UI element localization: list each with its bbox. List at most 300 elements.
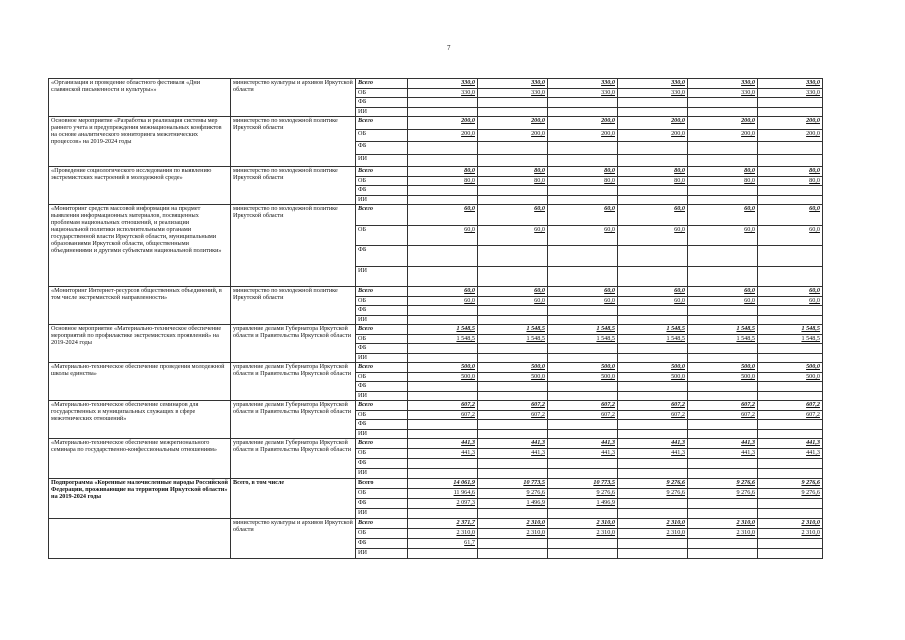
amount-cell: [408, 154, 478, 167]
amount-cell: [688, 469, 758, 479]
funding-source-cell: ОБ: [356, 88, 408, 98]
amount-cell: [548, 509, 618, 519]
amount-cell: 607,2: [758, 410, 823, 420]
amount-cell: 80,0: [758, 176, 823, 186]
amount-cell: 2 310,0: [758, 529, 823, 539]
amount-cell: 11 964,6: [408, 489, 478, 499]
amount-cell: 200,0: [688, 129, 758, 142]
funding-source-cell: ОБ: [356, 296, 408, 306]
amount-cell: 607,2: [408, 401, 478, 411]
amount-cell: 1 548,5: [618, 334, 688, 344]
executor-cell: управление делами Губернатора Иркутской области и Правительства Иркутской области: [231, 363, 356, 401]
funding-source-cell: ИИ: [356, 154, 408, 167]
amount-cell: 9 276,6: [688, 489, 758, 499]
amount-cell: 80,0: [548, 167, 618, 177]
amount-cell: [478, 382, 548, 392]
amount-cell: 500,0: [478, 372, 548, 382]
amount-cell: 2 310,0: [618, 519, 688, 529]
amount-cell: 330,0: [408, 88, 478, 98]
funding-source-cell: ОБ: [356, 529, 408, 539]
amount-cell: 60,0: [548, 225, 618, 246]
amount-cell: [408, 353, 478, 363]
table-row: [49, 519, 823, 529]
executor-cell: министерство по молодежной политике Иркутской области: [231, 167, 356, 205]
amount-cell: 80,0: [618, 167, 688, 177]
page-number: 7: [447, 44, 451, 52]
table-row: [49, 117, 823, 130]
amount-cell: 500,0: [478, 363, 548, 373]
amount-cell: [618, 306, 688, 316]
amount-cell: [478, 266, 548, 287]
amount-cell: 1 548,5: [548, 334, 618, 344]
amount-cell: [618, 353, 688, 363]
amount-cell: 330,0: [618, 79, 688, 89]
amount-cell: [758, 195, 823, 205]
amount-cell: [688, 306, 758, 316]
amount-cell: [408, 469, 478, 479]
amount-cell: 1 548,5: [618, 325, 688, 335]
activity-name-cell: Основное мероприятие «Материально-техническое обеспечение мероприятий по профилактике экстремистских проявлений» на 2019-2024 годы: [49, 325, 231, 363]
amount-cell: [408, 107, 478, 117]
amount-cell: 441,3: [478, 449, 548, 459]
amount-cell: 2 310,0: [548, 519, 618, 529]
amount-cell: 441,3: [758, 449, 823, 459]
amount-cell: 60,0: [408, 287, 478, 297]
amount-cell: 500,0: [688, 363, 758, 373]
amount-cell: 441,3: [478, 439, 548, 449]
amount-cell: 60,0: [758, 225, 823, 246]
amount-cell: [618, 195, 688, 205]
funding-source-cell: Всего: [356, 167, 408, 177]
amount-cell: 10 773,5: [478, 479, 548, 489]
amount-cell: 2 310,0: [478, 519, 548, 529]
amount-cell: [408, 306, 478, 316]
executor-cell: министерство по молодежной политике Иркутской области: [231, 205, 356, 287]
amount-cell: 441,3: [548, 439, 618, 449]
amount-cell: [478, 353, 548, 363]
amount-cell: 607,2: [548, 410, 618, 420]
activity-name-cell: [49, 519, 231, 559]
amount-cell: [478, 142, 548, 155]
amount-cell: [478, 429, 548, 439]
amount-cell: 441,3: [758, 439, 823, 449]
amount-cell: [548, 142, 618, 155]
table-row: [49, 79, 823, 89]
amount-cell: 14 061,9: [408, 479, 478, 489]
amount-cell: 330,0: [478, 88, 548, 98]
amount-cell: 1 548,5: [478, 334, 548, 344]
amount-cell: 60,0: [688, 205, 758, 226]
funding-source-cell: Всего: [356, 519, 408, 529]
amount-cell: [408, 98, 478, 108]
amount-cell: 500,0: [618, 363, 688, 373]
funding-source-cell: ФБ: [356, 186, 408, 196]
funding-source-cell: Всего: [356, 363, 408, 373]
amount-cell: [548, 154, 618, 167]
amount-cell: [618, 539, 688, 549]
amount-cell: [688, 420, 758, 430]
amount-cell: [408, 382, 478, 392]
amount-cell: 330,0: [618, 88, 688, 98]
amount-cell: [758, 344, 823, 354]
amount-cell: 607,2: [688, 401, 758, 411]
amount-cell: [758, 306, 823, 316]
activity-name-cell: «Материально-техническое обеспечение проведения молодежной школы единства»: [49, 363, 231, 401]
amount-cell: 80,0: [478, 167, 548, 177]
amount-cell: 60,0: [618, 296, 688, 306]
amount-cell: 441,3: [688, 439, 758, 449]
amount-cell: 60,0: [548, 287, 618, 297]
amount-cell: [408, 315, 478, 325]
amount-cell: 200,0: [618, 117, 688, 130]
amount-cell: 200,0: [478, 129, 548, 142]
amount-cell: [758, 429, 823, 439]
amount-cell: [758, 382, 823, 392]
amount-cell: [758, 246, 823, 267]
amount-cell: 1 496,9: [548, 499, 618, 509]
funding-source-cell: ИИ: [356, 107, 408, 117]
amount-cell: 60,0: [478, 296, 548, 306]
funding-source-cell: ОБ: [356, 489, 408, 499]
funding-source-cell: ФБ: [356, 382, 408, 392]
amount-cell: 60,0: [688, 225, 758, 246]
amount-cell: [688, 154, 758, 167]
amount-cell: [548, 246, 618, 267]
amount-cell: [548, 549, 618, 559]
amount-cell: [758, 142, 823, 155]
amount-cell: 80,0: [688, 167, 758, 177]
amount-cell: [618, 391, 688, 401]
amount-cell: [548, 266, 618, 287]
funding-source-cell: ИИ: [356, 429, 408, 439]
amount-cell: [618, 429, 688, 439]
table-row: [49, 401, 823, 411]
amount-cell: 2 310,0: [758, 519, 823, 529]
amount-cell: [758, 549, 823, 559]
amount-cell: 500,0: [548, 363, 618, 373]
activity-name-cell: Основное мероприятие «Разработка и реализация системы мер раннего учета и предупреждения межнациональных конфликтов на основе аналитического мониторинга межэтнических процессов» на 2019-2024 годы: [49, 117, 231, 167]
amount-cell: 200,0: [478, 117, 548, 130]
amount-cell: 200,0: [548, 117, 618, 130]
funding-source-cell: ИИ: [356, 195, 408, 205]
executor-cell: министерство культуры и архивов Иркутской области: [231, 79, 356, 117]
amount-cell: [618, 266, 688, 287]
amount-cell: [478, 154, 548, 167]
amount-cell: [478, 420, 548, 430]
amount-cell: [688, 353, 758, 363]
funding-source-cell: ФБ: [356, 499, 408, 509]
amount-cell: 9 276,6: [758, 489, 823, 499]
amount-cell: 2 310,0: [618, 529, 688, 539]
amount-cell: [688, 509, 758, 519]
amount-cell: 1 548,5: [408, 334, 478, 344]
amount-cell: [688, 246, 758, 267]
amount-cell: [688, 315, 758, 325]
amount-cell: [408, 186, 478, 196]
executor-cell: министерство культуры и архивов Иркутской области: [231, 519, 356, 559]
amount-cell: 607,2: [688, 410, 758, 420]
amount-cell: 200,0: [548, 129, 618, 142]
amount-cell: 330,0: [758, 79, 823, 89]
amount-cell: [688, 195, 758, 205]
amount-cell: 607,2: [408, 410, 478, 420]
funding-source-cell: ФБ: [356, 142, 408, 155]
amount-cell: [618, 186, 688, 196]
amount-cell: 200,0: [408, 117, 478, 130]
amount-cell: 200,0: [688, 117, 758, 130]
amount-cell: 80,0: [548, 176, 618, 186]
amount-cell: [548, 195, 618, 205]
amount-cell: 330,0: [688, 88, 758, 98]
amount-cell: [548, 391, 618, 401]
amount-cell: 10 773,5: [548, 479, 618, 489]
funding-source-cell: Всего: [356, 287, 408, 297]
amount-cell: 2 371,7: [408, 519, 478, 529]
amount-cell: [548, 315, 618, 325]
amount-cell: 200,0: [758, 129, 823, 142]
amount-cell: 60,0: [548, 296, 618, 306]
amount-cell: 2 310,0: [688, 529, 758, 539]
amount-cell: 60,0: [478, 205, 548, 226]
funding-source-cell: Всего: [356, 117, 408, 130]
funding-source-cell: Всего: [356, 439, 408, 449]
amount-cell: [758, 186, 823, 196]
amount-cell: [408, 549, 478, 559]
funding-source-cell: ФБ: [356, 98, 408, 108]
amount-cell: 607,2: [548, 401, 618, 411]
activity-name-cell: «Мониторинг средств массовой информации на предмет выявления информационных материалов, посвященных проблемам национальных отношений, и реализации национальной политики исполнительными органами государственной власти Иркутской области, муниципальными образованиями Иркутской области, общественными объединениями и другими субъектами национальной политики»: [49, 205, 231, 287]
amount-cell: [758, 499, 823, 509]
amount-cell: 9 276,6: [478, 489, 548, 499]
activity-name-cell: «Материально-техническое обеспечение семинаров для государственных и муниципальных служащих в сфере межэтнических отношений»: [49, 401, 231, 439]
funding-source-cell: ИИ: [356, 353, 408, 363]
amount-cell: [618, 420, 688, 430]
funding-source-cell: ИИ: [356, 509, 408, 519]
amount-cell: 60,0: [478, 225, 548, 246]
amount-cell: 60,0: [478, 287, 548, 297]
funding-source-cell: ИИ: [356, 549, 408, 559]
amount-cell: 607,2: [478, 401, 548, 411]
amount-cell: [548, 539, 618, 549]
amount-cell: 1 548,5: [758, 334, 823, 344]
amount-cell: 500,0: [688, 372, 758, 382]
amount-cell: 60,0: [688, 296, 758, 306]
amount-cell: [408, 420, 478, 430]
amount-cell: 607,2: [758, 401, 823, 411]
amount-cell: 330,0: [408, 79, 478, 89]
amount-cell: 2 310,0: [548, 529, 618, 539]
amount-cell: [758, 469, 823, 479]
amount-cell: 330,0: [478, 79, 548, 89]
amount-cell: [478, 98, 548, 108]
amount-cell: [758, 107, 823, 117]
funding-source-cell: ИИ: [356, 391, 408, 401]
amount-cell: 80,0: [618, 176, 688, 186]
funding-source-cell: ИИ: [356, 315, 408, 325]
amount-cell: 80,0: [688, 176, 758, 186]
funding-source-cell: ОБ: [356, 225, 408, 246]
funding-source-cell: ИИ: [356, 469, 408, 479]
funding-source-cell: ОБ: [356, 449, 408, 459]
amount-cell: 60,0: [408, 205, 478, 226]
funding-source-cell: ИИ: [356, 266, 408, 287]
funding-source-cell: ФБ: [356, 344, 408, 354]
amount-cell: 1 548,5: [688, 334, 758, 344]
amount-cell: [618, 549, 688, 559]
amount-cell: [618, 509, 688, 519]
amount-cell: [408, 459, 478, 469]
activity-name-cell: «Проведение социологического исследования по выявлению экстремистских настроений в молодежной среде»: [49, 167, 231, 205]
amount-cell: 330,0: [548, 88, 618, 98]
amount-cell: [548, 382, 618, 392]
funding-source-cell: Всего: [356, 79, 408, 89]
amount-cell: [478, 344, 548, 354]
amount-cell: [408, 266, 478, 287]
amount-cell: 60,0: [618, 287, 688, 297]
amount-cell: [478, 315, 548, 325]
amount-cell: 60,0: [618, 225, 688, 246]
table-row: [49, 325, 823, 335]
amount-cell: 1 548,5: [688, 325, 758, 335]
activity-name-cell: «Мониторинг Интернет-ресурсов общественных объединений, в том числе экстремистской направленности»: [49, 287, 231, 325]
amount-cell: [688, 499, 758, 509]
amount-cell: [618, 499, 688, 509]
amount-cell: [758, 539, 823, 549]
amount-cell: 9 276,6: [688, 479, 758, 489]
amount-cell: [478, 539, 548, 549]
amount-cell: 500,0: [618, 372, 688, 382]
amount-cell: 500,0: [548, 372, 618, 382]
amount-cell: 9 276,6: [618, 479, 688, 489]
amount-cell: [758, 509, 823, 519]
amount-cell: 1 548,5: [408, 325, 478, 335]
table-row: [49, 205, 823, 226]
amount-cell: 2 097,3: [408, 499, 478, 509]
amount-cell: [688, 391, 758, 401]
amount-cell: 441,3: [688, 449, 758, 459]
amount-cell: 60,0: [408, 225, 478, 246]
amount-cell: [478, 306, 548, 316]
amount-cell: [478, 186, 548, 196]
amount-cell: [548, 353, 618, 363]
amount-cell: [758, 420, 823, 430]
amount-cell: 1 548,5: [548, 325, 618, 335]
amount-cell: [408, 391, 478, 401]
amount-cell: 60,0: [758, 296, 823, 306]
amount-cell: 200,0: [758, 117, 823, 130]
amount-cell: 500,0: [758, 363, 823, 373]
amount-cell: 200,0: [618, 129, 688, 142]
funding-source-cell: ФБ: [356, 246, 408, 267]
table-row: [49, 363, 823, 373]
amount-cell: [408, 509, 478, 519]
amount-cell: [618, 246, 688, 267]
funding-source-cell: ОБ: [356, 176, 408, 186]
amount-cell: 441,3: [618, 449, 688, 459]
amount-cell: [618, 107, 688, 117]
amount-cell: [408, 195, 478, 205]
amount-cell: [688, 429, 758, 439]
amount-cell: 607,2: [618, 401, 688, 411]
funding-source-cell: Всего: [356, 205, 408, 226]
amount-cell: [548, 469, 618, 479]
table-row: [49, 167, 823, 177]
amount-cell: [688, 459, 758, 469]
amount-cell: 60,0: [618, 205, 688, 226]
amount-cell: [618, 469, 688, 479]
funding-source-cell: ФБ: [356, 420, 408, 430]
amount-cell: [758, 98, 823, 108]
amount-cell: 607,2: [478, 410, 548, 420]
executor-cell: министерство по молодежной политике Иркутской области: [231, 287, 356, 325]
amount-cell: 1 548,5: [478, 325, 548, 335]
amount-cell: [478, 509, 548, 519]
amount-cell: [548, 107, 618, 117]
amount-cell: 9 276,6: [548, 489, 618, 499]
amount-cell: [408, 344, 478, 354]
amount-cell: [688, 539, 758, 549]
table-row: [49, 479, 823, 489]
amount-cell: [478, 469, 548, 479]
amount-cell: 330,0: [548, 79, 618, 89]
executor-cell: управление делами Губернатора Иркутской области и Правительства Иркутской области: [231, 401, 356, 439]
amount-cell: [688, 549, 758, 559]
amount-cell: [618, 315, 688, 325]
amount-cell: [688, 98, 758, 108]
amount-cell: [548, 306, 618, 316]
amount-cell: [758, 315, 823, 325]
funding-source-cell: ОБ: [356, 334, 408, 344]
amount-cell: [688, 142, 758, 155]
amount-cell: 1 496,9: [478, 499, 548, 509]
executor-cell: управление делами Губернатора Иркутской области и Правительства Иркутской области: [231, 325, 356, 363]
funding-source-cell: ФБ: [356, 459, 408, 469]
amount-cell: [478, 195, 548, 205]
funding-source-cell: Всего: [356, 479, 408, 489]
amount-cell: [618, 98, 688, 108]
amount-cell: [548, 98, 618, 108]
amount-cell: [688, 186, 758, 196]
amount-cell: 2 310,0: [688, 519, 758, 529]
activity-name-cell: Подпрограмма «Коренные малочисленные народы Российской Федерации, проживающие на территории Иркутской области» на 2019-2024 годы: [49, 479, 231, 519]
amount-cell: 2 310,0: [478, 529, 548, 539]
amount-cell: 330,0: [758, 88, 823, 98]
amount-cell: [478, 246, 548, 267]
amount-cell: [478, 549, 548, 559]
amount-cell: 500,0: [408, 363, 478, 373]
amount-cell: 441,3: [548, 449, 618, 459]
amount-cell: 500,0: [758, 372, 823, 382]
amount-cell: 500,0: [408, 372, 478, 382]
table-body: [49, 79, 823, 559]
amount-cell: 200,0: [408, 129, 478, 142]
amount-cell: [548, 420, 618, 430]
amount-cell: 80,0: [408, 167, 478, 177]
funding-source-cell: ФБ: [356, 306, 408, 316]
amount-cell: 60,0: [548, 205, 618, 226]
amount-cell: 2 310,0: [408, 529, 478, 539]
amount-cell: 441,3: [408, 439, 478, 449]
amount-cell: 9 276,6: [758, 479, 823, 489]
activity-name-cell: «Материально-техническое обеспечение межрегионального семинара по государственно-конфессиональным отношениям»: [49, 439, 231, 479]
amount-cell: [618, 154, 688, 167]
amount-cell: [618, 344, 688, 354]
executor-cell: министерство по молодежной политике Иркутской области: [231, 117, 356, 167]
amount-cell: 60,0: [758, 287, 823, 297]
amount-cell: [478, 459, 548, 469]
funding-source-cell: Всего: [356, 325, 408, 335]
activity-name-cell: «Организация и проведение областного фестиваля «Дни славянской письменности и культуры»»: [49, 79, 231, 117]
